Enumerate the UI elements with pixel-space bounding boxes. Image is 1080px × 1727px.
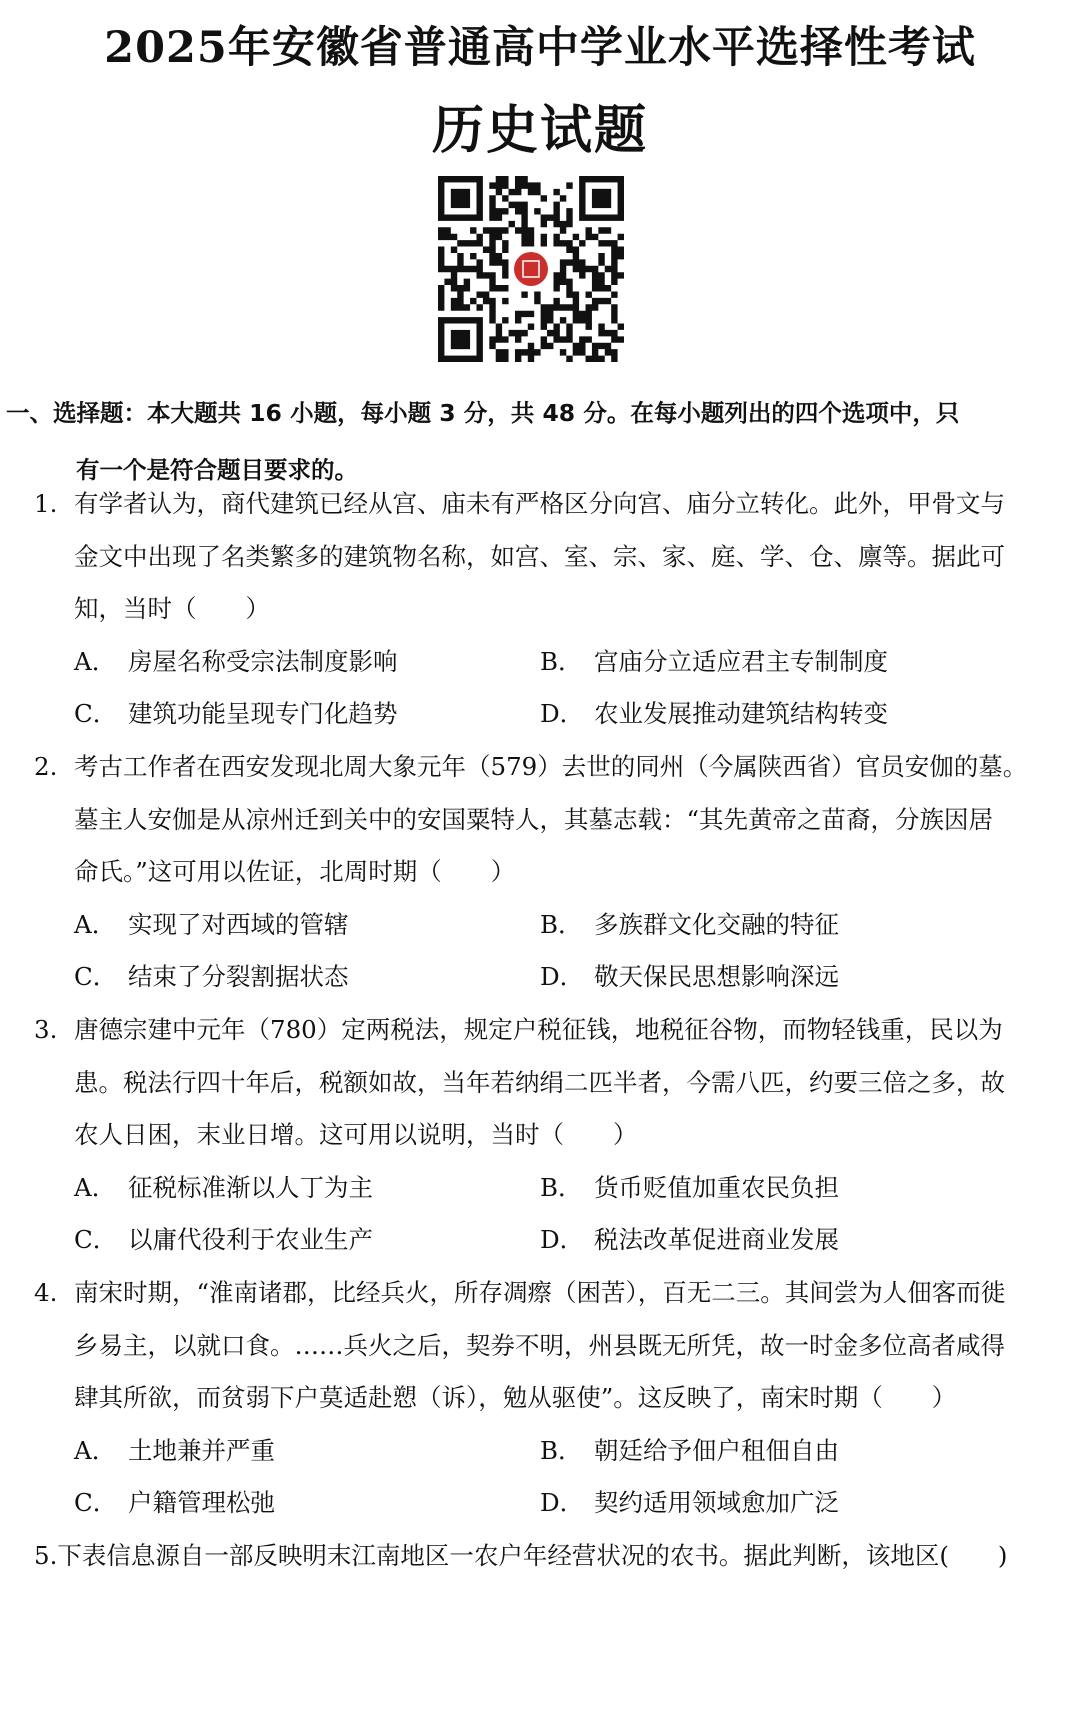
- question-stem-line: 南宋时期，“淮南诸郡，比经兵火，所存凋瘵（困苦），百无二三。其间尝为人佃客而徙: [74, 1278, 1006, 1307]
- question-stem-line: 考古工作者在西安发现北周大象元年（579）去世的同州（今属陕西省）官员安伽的墓。: [74, 752, 1028, 781]
- option-key: D．: [540, 1225, 585, 1254]
- option-key: B．: [540, 647, 583, 676]
- option-a[interactable]: [74, 1435, 275, 1467]
- option-key: A．: [74, 647, 117, 676]
- option-text: 朝廷给予佃户租佃自由: [594, 1436, 839, 1465]
- option-key: D．: [540, 962, 585, 991]
- option-c[interactable]: [74, 1224, 373, 1256]
- option-text: 房屋名称受宗法制度影响: [128, 647, 398, 676]
- question-stem-line: 有学者认为，商代建筑已经从宫、庙未有严格区分向宫、庙分立转化。此外，甲骨文与: [74, 489, 1005, 518]
- option-key: C．: [74, 699, 118, 728]
- option-b[interactable]: [540, 1172, 839, 1204]
- option-d[interactable]: [540, 698, 888, 730]
- question-number: 3.: [34, 1015, 58, 1044]
- question-stem-line: 墓主人安伽是从凉州迁到关中的安国粟特人，其墓志载：“其先黄帝之苗裔，分族因居: [74, 805, 994, 834]
- question-stem-line: 金文中出现了名类繁多的建筑物名称，如宫、室、宗、家、庭、学、仓、廪等。据此可: [74, 542, 1005, 571]
- option-key: D．: [540, 699, 585, 728]
- option-text: 敬天保民思想影响深远: [594, 962, 839, 991]
- option-text: 实现了对西域的管辖: [128, 910, 349, 939]
- option-key: B．: [540, 910, 583, 939]
- option-text: 宫庙分立适应君主专制制度: [594, 647, 888, 676]
- question-stem-line: 乡易主，以就口食。……兵火之后，契券不明，州县既无所凭，故一时金多位高者咸得: [74, 1331, 1005, 1360]
- option-text: 契约适用领域愈加广泛: [594, 1488, 839, 1517]
- subject-title: 历史试题: [431, 100, 648, 161]
- question-stem-line: 患。税法行四十年后，税额如故，当年若纳绢二匹半者，今需八匹，约要三倍之多，故: [74, 1068, 1005, 1097]
- section-heading-line-2: 有一个是符合题目要求的。: [76, 456, 358, 484]
- option-text: 农业发展推动建筑结构转变: [594, 699, 888, 728]
- option-text: 结束了分裂割据状态: [128, 962, 349, 991]
- qr-code-graphic: [438, 176, 624, 362]
- question-stem-line: 唐德宗建中元年（780）定两税法，规定户税征钱，地税征谷物，而物轻钱重，民以为: [74, 1015, 1003, 1044]
- exam-title: 2025年安徽省普通高中学业水平选择性考试: [104, 23, 976, 73]
- option-text: 税法改革促进商业发展: [594, 1225, 839, 1254]
- question-stem-line: 知，当时（ ）: [74, 594, 270, 623]
- option-key: C．: [74, 1488, 118, 1517]
- question-stem-line: 5.下表信息源自一部反映明末江南地区一农户年经营状况的农书。据此判断，该地区( ): [34, 1541, 1008, 1570]
- option-d[interactable]: [540, 1224, 839, 1256]
- option-text: 货币贬值加重农民负担: [594, 1173, 839, 1202]
- option-key: A．: [74, 1436, 117, 1465]
- option-key: A．: [74, 1173, 117, 1202]
- question-stem-line: 肆其所欲，而贫弱下户莫适赴愬（诉），勉从驱使”。这反映了，南宋时期（ ）: [74, 1383, 957, 1412]
- option-key: D．: [540, 1488, 585, 1517]
- question-stem-line: 命氏。”这可用以佐证，北周时期（ ）: [74, 857, 516, 886]
- option-text: 户籍管理松弛: [128, 1488, 275, 1517]
- option-key: B．: [540, 1436, 583, 1465]
- option-key: B．: [540, 1173, 583, 1202]
- option-b[interactable]: [540, 909, 839, 941]
- question-stem-line: 农人日困，末业日增。这可用以说明，当时（ ）: [74, 1120, 638, 1149]
- option-key: C．: [74, 1225, 118, 1254]
- option-text: 土地兼并严重: [128, 1436, 275, 1465]
- option-c[interactable]: [74, 961, 349, 993]
- option-d[interactable]: [540, 961, 839, 993]
- option-c[interactable]: [74, 698, 398, 730]
- option-text: 建筑功能呈现专门化趋势: [128, 699, 398, 728]
- option-key: C．: [74, 962, 118, 991]
- option-b[interactable]: [540, 1435, 839, 1467]
- option-a[interactable]: [74, 1172, 373, 1204]
- section-heading-line-1: 一、选择题：本大题共 16 小题，每小题 3 分，共 48 分。在每小题列出的四个选项中，只: [6, 399, 960, 427]
- option-a[interactable]: [74, 909, 349, 941]
- option-text: 多族群文化交融的特征: [594, 910, 839, 939]
- option-a[interactable]: [74, 646, 398, 678]
- question-number: 2.: [34, 752, 58, 781]
- option-b[interactable]: [540, 646, 888, 678]
- option-text: 征税标准渐以人丁为主: [128, 1173, 373, 1202]
- option-key: A．: [74, 910, 117, 939]
- option-text: 以庸代役利于农业生产: [128, 1225, 373, 1254]
- qr-code-icon: [438, 176, 624, 362]
- question-number: 4.: [34, 1278, 58, 1307]
- question-number: 1.: [34, 489, 58, 518]
- option-d[interactable]: [540, 1487, 839, 1519]
- option-c[interactable]: [74, 1487, 275, 1519]
